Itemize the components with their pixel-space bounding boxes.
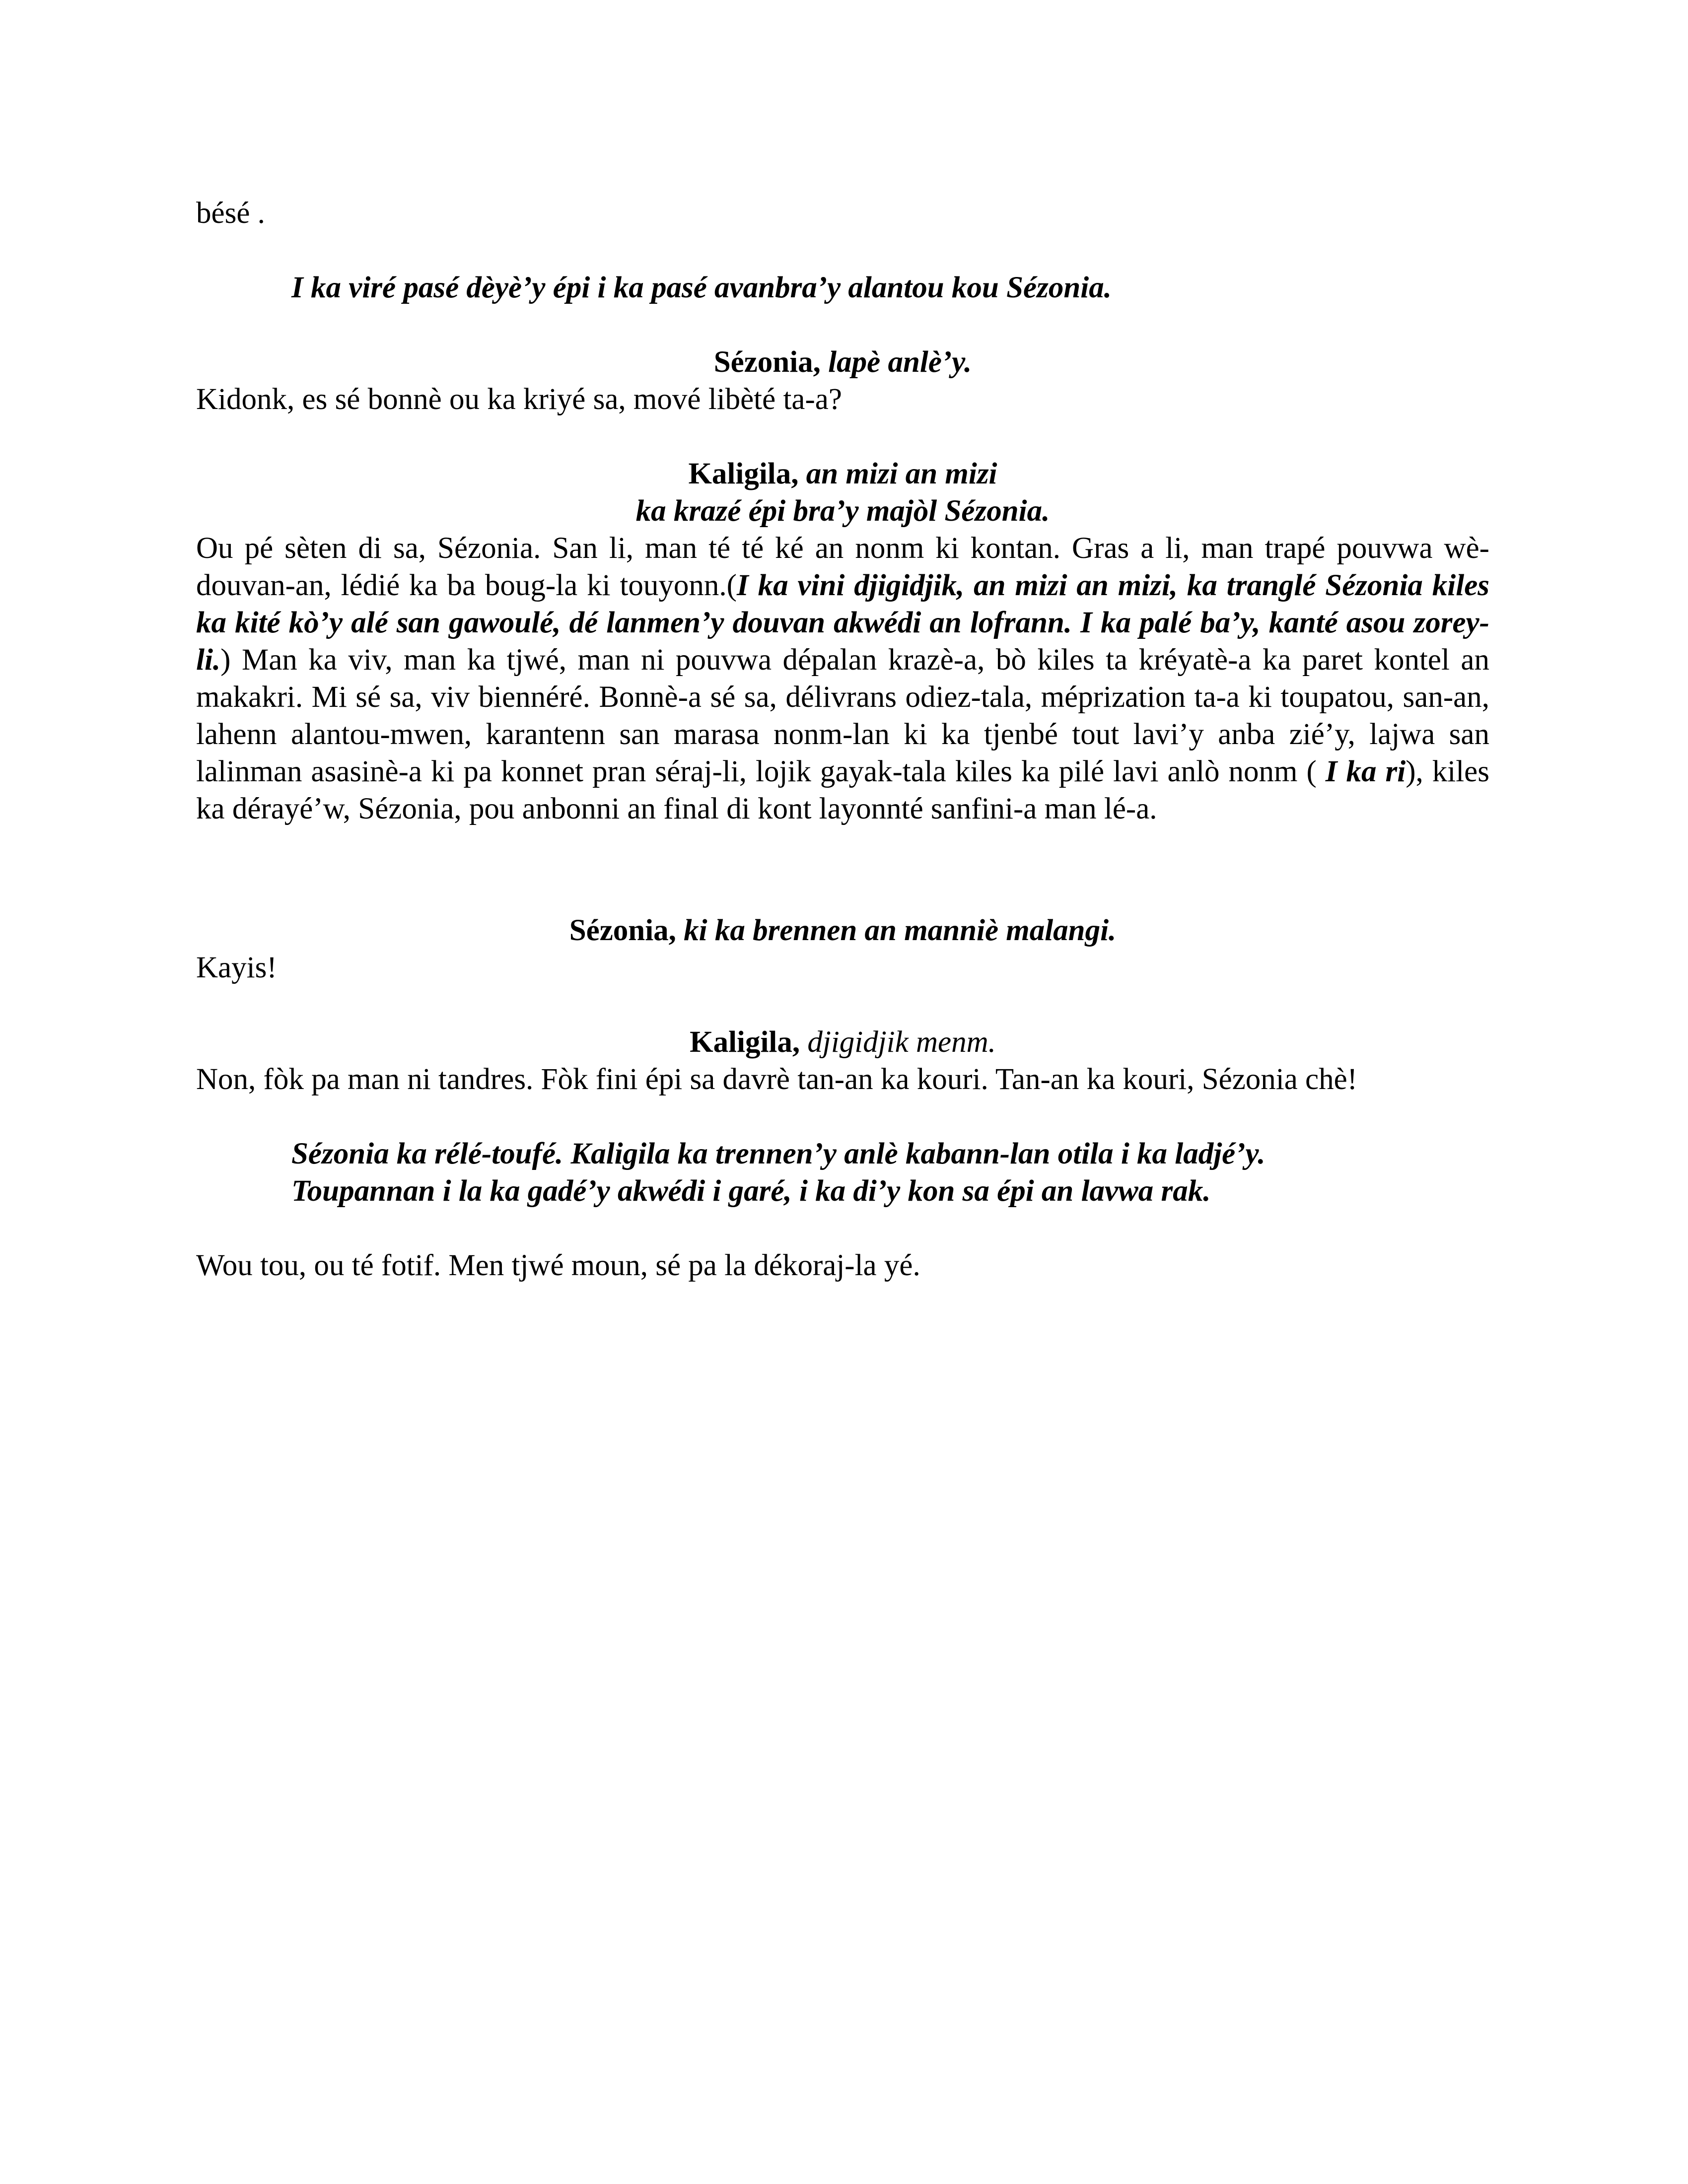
dialogue-paragraph-2 (196, 530, 1489, 827)
speaker-name: Kaligila, (690, 1025, 800, 1059)
speaker-heading-sezonia-2 (196, 912, 1489, 949)
inline-stage-direction: I ka vini djigidjik, an mizi an mizi, ka tranglé Sézonia kiles ka kité kò’y alé san gawoulé, dé lanmen’y douvan akwédi an lofrann. I ka palé ba’y, kanté asou zorey-li. (196, 569, 1490, 677)
stage-direction-1: I ka viré pasé dèyè’y épi i ka pasé avanbra’y alantou kou Sézonia. (291, 271, 1112, 304)
stage-direction-line: Toupannan i la ka gadé’y akwédi i garé, i ka di’y kon sa épi an lavwa rak. (291, 1174, 1211, 1208)
stage-direction-2 (291, 1135, 1582, 1210)
paragraph-text: ), kiles ka dérayé’w, Sézonia, pou anbonni an final di kont layonnté sanfini-a man lé-a. (196, 755, 1489, 825)
speaker-name: Sézonia, (713, 345, 821, 379)
paragraph-text: ) Man ka viv, man ka tjwé, man ni pouvwa dépalan krazè-a, bò kiles ta kréyatè-a ka paret kontel an makakri. Mi sé sa, viv biennéré. Bonnè-a sé sa, délivrans odiez-tala, méprization ta-a ki toupatou, san-an, lahenn alantou-mwen, karantenn san marasa nonm-lan ki ka tjenbé tout lavi’y anba zié’y, lajwa san lalinman asasinè-a ki pa konnet pran séraj-li, lojik gayak-tala kiles ka pilé lavi anlò nonm ( (196, 643, 1489, 788)
dialogue-line-1: Kidonk, es sé bonnè ou ka kriyé sa, mové libèté ta-a? (196, 383, 842, 416)
speaker-direction: djigidjik menm. (807, 1025, 996, 1059)
speaker-heading-kaligila-2 (196, 1024, 1489, 1061)
speaker-heading-kaligila-1 (196, 455, 1489, 530)
paragraph-text: Ou pé sèten di sa, Sézonia. San li, man té té ké an nonm ki kontan. Gras a li, man trapé pouvwa wè-douvan-an, lédié ka ba boug-la ki touyonn.( (196, 532, 1489, 602)
speaker-direction-continued: ka krazé épi bra’y majòl Sézonia. (635, 494, 1050, 528)
dialogue-line-5: Wou tou, ou té fotif. Men tjwé moun, sé pa la dékoraj-la yé. (196, 1249, 920, 1282)
inline-stage-direction: I ka ri (1325, 755, 1406, 788)
speaker-name: Sézonia, (569, 914, 676, 947)
speaker-direction: lapè anlè’y. (828, 345, 972, 379)
speaker-direction: an mizi an mizi (806, 457, 997, 490)
speaker-direction: ki ka brennen an manniè malangi. (684, 914, 1117, 947)
speaker-name: Kaligila, (688, 457, 799, 490)
dialogue-line-3: Kayis! (196, 951, 277, 984)
stage-direction-line: Sézonia ka rélé-toufé. Kaligila ka trennen’y anlè kabann-lan otila i ka ladjé’y. (291, 1137, 1266, 1170)
speaker-heading-sezonia-1 (196, 343, 1489, 381)
dialogue-line-4: Non, fòk pa man ni tandres. Fòk fini épi sa davrè tan-an ka kouri. Tan-an ka kouri, Sézonia chè! (196, 1063, 1357, 1096)
text-line-bese: bésé . (196, 197, 265, 230)
